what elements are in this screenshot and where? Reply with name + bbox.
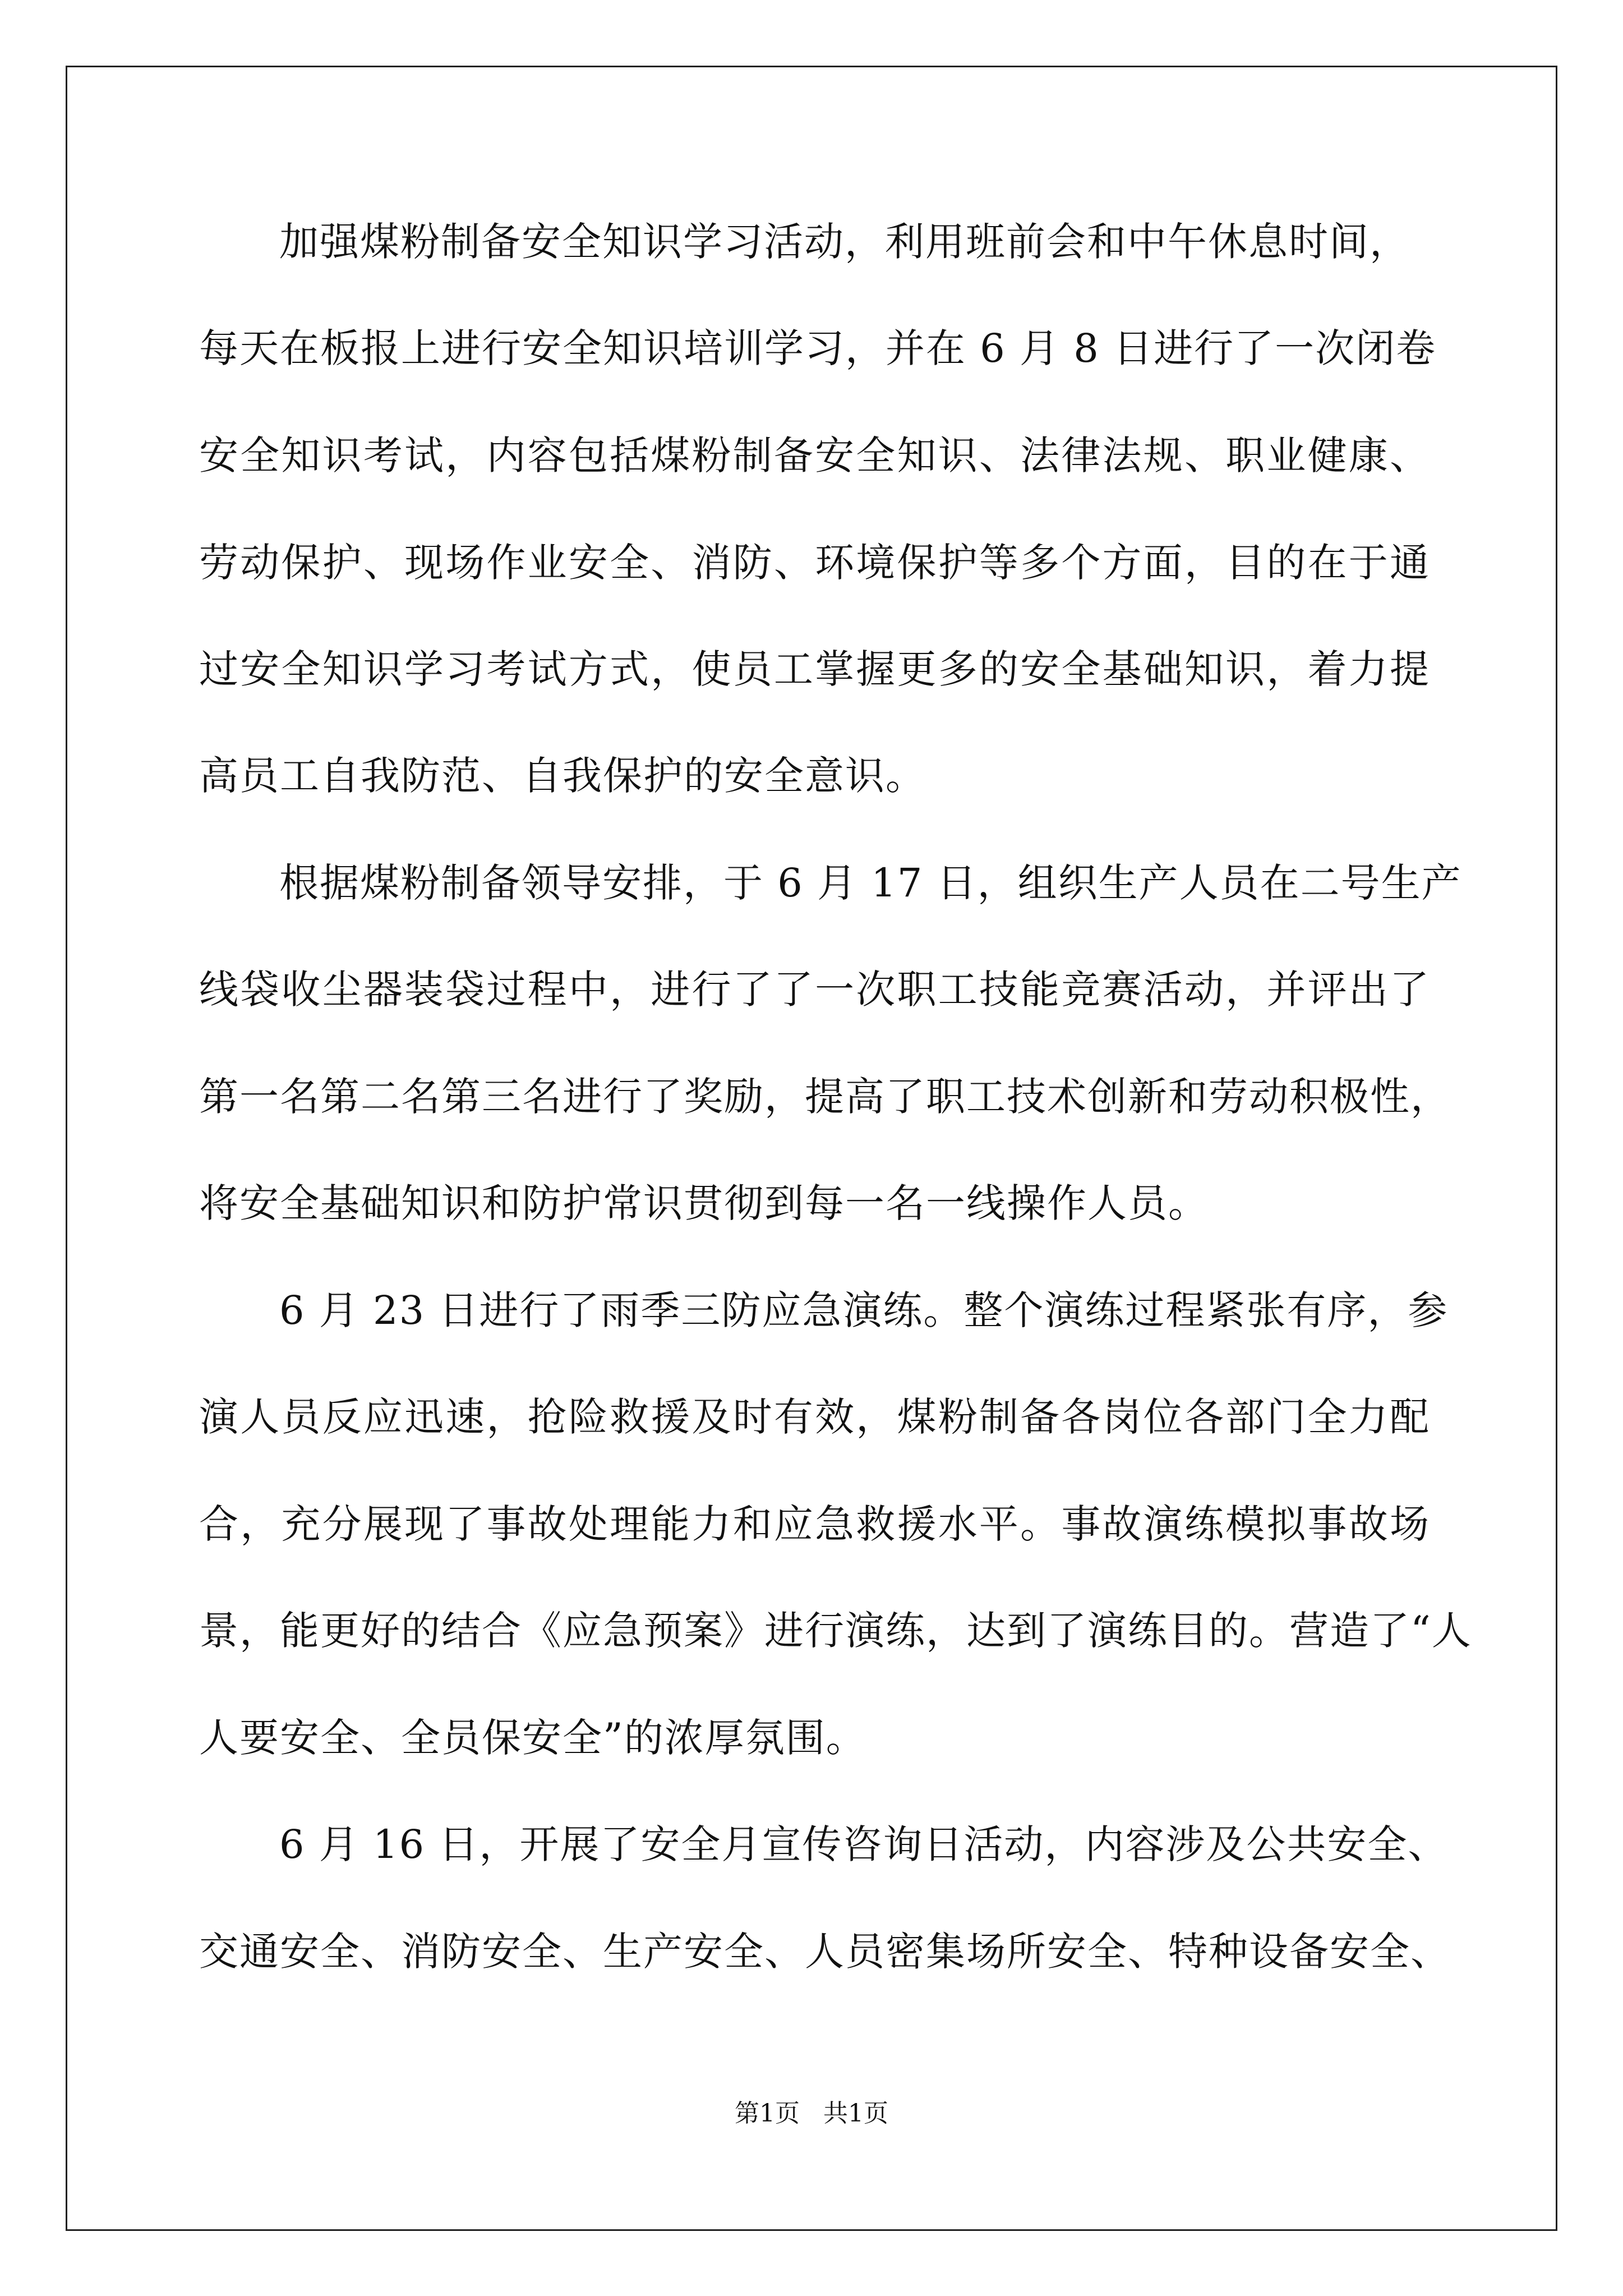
paragraph-line: 加强煤粉制备安全知识学习活动，利用班前会和中午休息时间， (279, 219, 1410, 265)
paragraph-line: 第一名第二名第三名进行了奖励，提高了职工技术创新和劳动积极性， (199, 1074, 1451, 1120)
paragraph-line: 每天在板报上进行安全知识培训学习，并在 6 月 8 日进行了一次闭卷 (199, 325, 1437, 371)
paragraph-line: 交通安全、消防安全、生产安全、人员密集场所安全、特种设备安全、 (199, 1929, 1451, 1975)
paragraph-line: 安全知识考试，内容包括煤粉制备安全知识、法律法规、职业健康、 (199, 432, 1430, 478)
paragraph-line: 根据煤粉制备领导安排，于 6 月 17 日，组织生产人员在二号生产 (279, 860, 1462, 906)
paragraph-line: 过安全知识学习考试方式，使员工掌握更多的安全基础知识，着力提 (199, 646, 1430, 692)
paragraph-line: 劳动保护、现场作业安全、消防、环境保护等多个方面，目的在于通 (199, 540, 1430, 586)
paragraph-line: 人要安全、全员保安全”的浓厚氛围。 (199, 1715, 866, 1761)
paragraph-line: 线袋收尘器装袋过程中，进行了了一次职工技能竞赛活动，并评出了 (199, 967, 1430, 1013)
paragraph-line: 演人员反应迅速，抢险救援及时有效，煤粉制备各岗位各部门全力配 (199, 1394, 1430, 1440)
paragraph-line: 景，能更好的结合《应急预案》进行演练，达到了演练目的。营造了“人 (199, 1608, 1472, 1654)
page-border (66, 66, 1557, 2231)
paragraph-line: 6 月 16 日，开展了安全月宣传咨询日活动，内容涉及公共安全、 (279, 1821, 1449, 1867)
paragraph-line: 高员工自我防范、自我保护的安全意识。 (199, 753, 926, 799)
paragraph-line: 合，充分展现了事故处理能力和应急救援水平。事故演练模拟事故场 (199, 1501, 1430, 1547)
page-footer: 第1页 共1页 (735, 2099, 888, 2128)
paragraph-line: 6 月 23 日进行了雨季三防应急演练。整个演练过程紧张有序，参 (279, 1287, 1449, 1333)
paragraph-line: 将安全基础知识和防护常识贯彻到每一名一线操作人员。 (199, 1180, 1209, 1226)
